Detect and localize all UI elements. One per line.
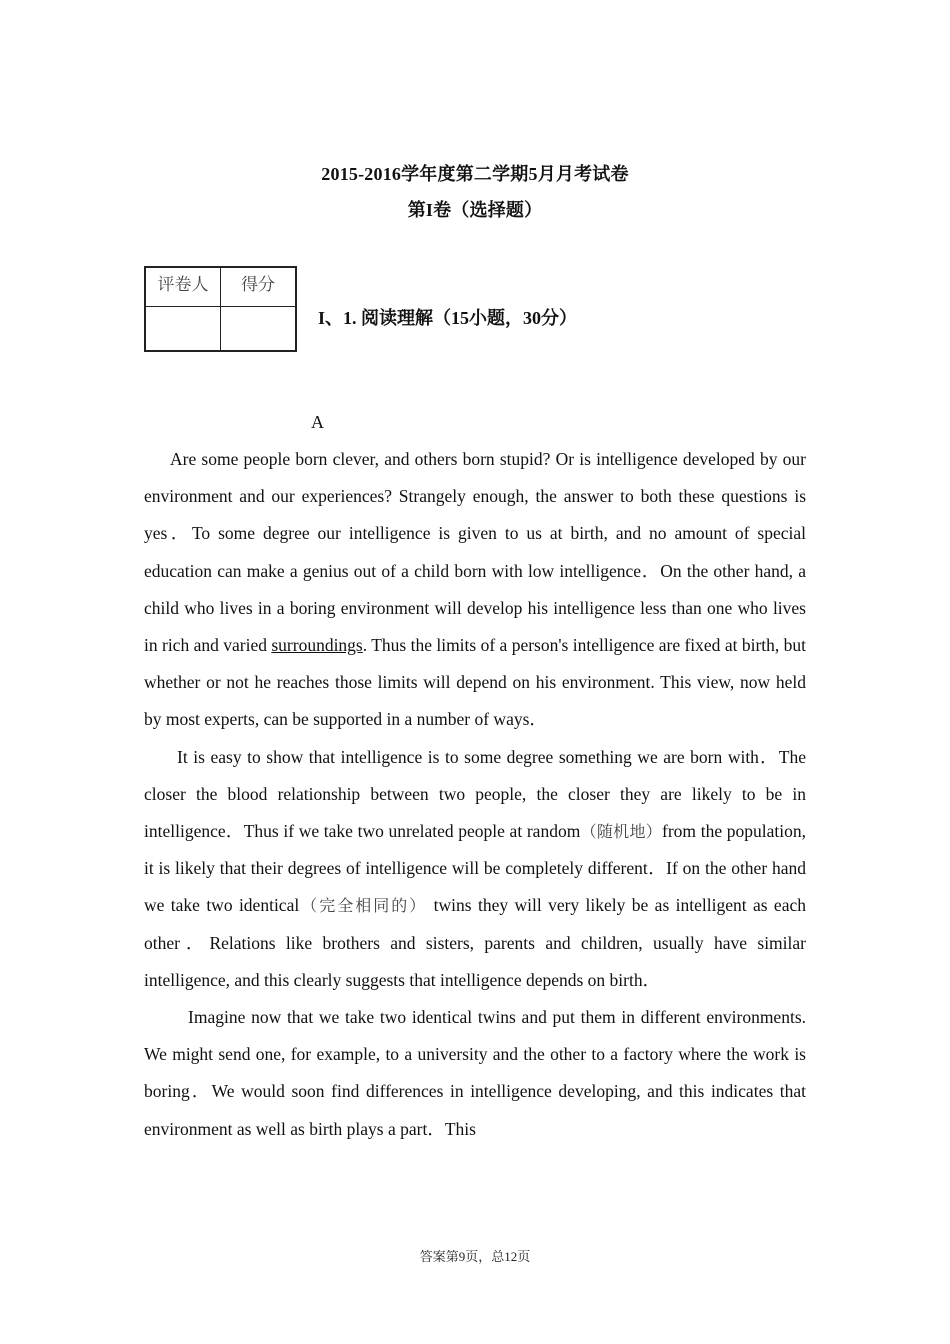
underlined-word: surroundings [271, 635, 363, 656]
score-header: 得分 [221, 267, 297, 307]
paragraph-1-text-a: Are some people born clever, and others born stupid? Or is intelligence developed by our environment and our experiences? Strangely enough, the answer to both these questions is yes．To some degree our intelligence is given to us at birth, and no amount of special education can make a genius out of a child born with low intelligence．On the other hand, a child who lives in a boring environment will develop his intelligence less than one who lives in rich and varied [144, 449, 806, 656]
paragraph-2-text-c: twins they will very likely be as intelligent as each other．Relations like brothers and sisters, parents and children, usually have similar intelligence, and this clearly suggests that intelligence depends on birth． [144, 895, 806, 990]
gloss-identical: （完全相同的） [299, 896, 428, 916]
reading-passage [144, 441, 806, 1148]
score-cell [221, 307, 297, 352]
paragraph-2-text-b: from the population, it is likely that their degrees of intelligence will be completely different．If on the other hand we take two identical [144, 821, 806, 916]
paragraph-1 [144, 441, 806, 739]
paragraph-1-text-b: . Thus the limits of a person's intelligence are fixed at birth, but whether or not he reaches those limits will depend on his environment. This view, now held by most experts, can be supported in a number of ways． [144, 635, 807, 730]
score-table [144, 266, 297, 352]
passage-letter: A [311, 412, 324, 432]
grader-header: 评卷人 [145, 267, 221, 307]
paragraph-2 [144, 739, 806, 999]
paragraph-2-text-a: It is easy to show that intelligence is to some degree something we are born with．The closer the blood relationship between two people, the closer they are likely to be in intelligence．Thus if we take two unrelated people at random [144, 746, 806, 842]
section-heading: I、1. 阅读理解（15小题，30分） [318, 308, 578, 328]
volume-subtitle: 第I卷（选择题） [407, 200, 543, 220]
paragraph-3: Imagine now that we take two identical twins and put them in different environments. We might send one, for example, to a university and the other to a factory where the work is boring．We would soon find differences in intelligence developing, and this indicates that environment as well as birth plays a part．This [144, 1007, 806, 1139]
grader-cell [145, 307, 221, 352]
page-footer: 答案第9页，总12页 [419, 1249, 531, 1264]
exam-title: 2015-2016学年度第二学期5月月考试卷 [321, 164, 629, 184]
gloss-random: （随机地） [580, 822, 663, 842]
